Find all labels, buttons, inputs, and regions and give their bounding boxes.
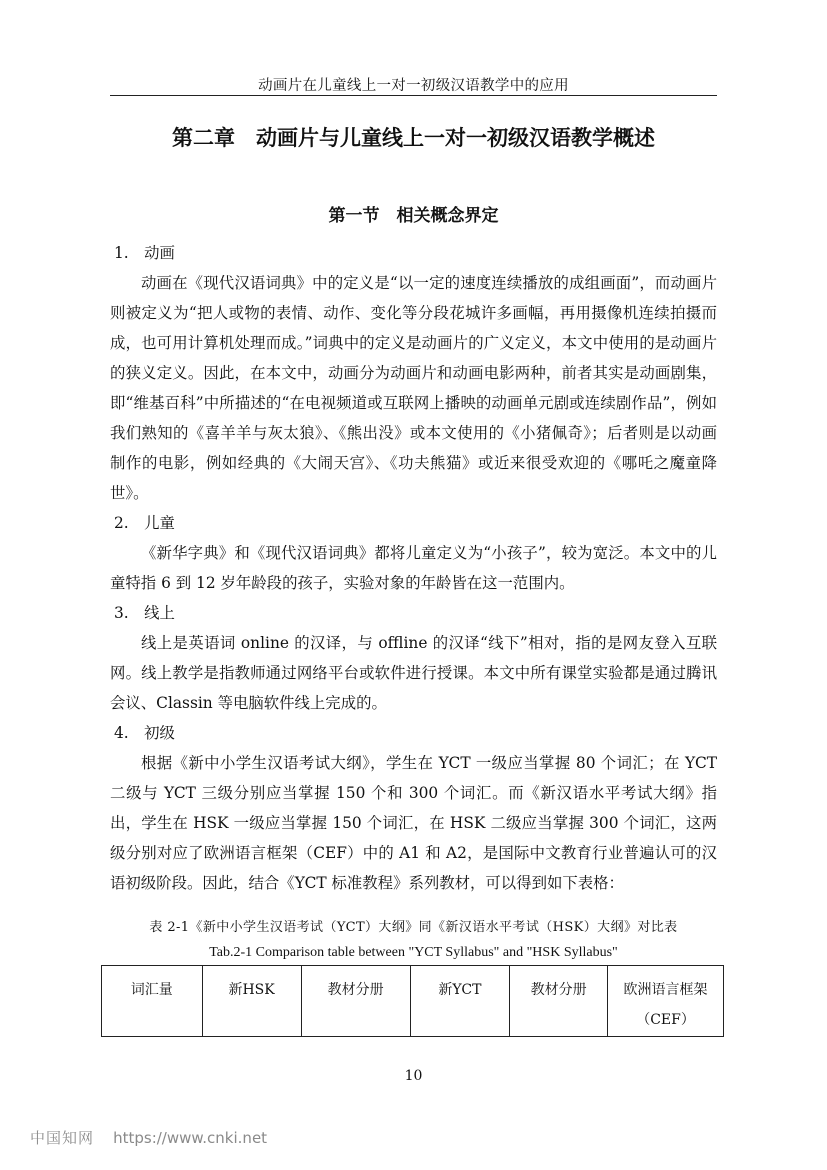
paragraph-children: 《新华字典》和《现代汉语词典》都将儿童定义为“小孩子”，较为宽泛。本文中的儿童特指 6 到 12 岁年龄段的孩子，实验对象的年龄皆在这一范围内。	[110, 544, 717, 592]
running-header: 动画片在儿童线上一对一初级汉语教学中的应用	[258, 78, 569, 94]
table-header-cell: 新YCT	[410, 966, 510, 1037]
cnki-url: https://www.cnki.net	[113, 1129, 268, 1147]
header-rule	[110, 95, 717, 96]
subsection-heading-animation: 1. 动画	[114, 244, 175, 262]
table-header-row	[102, 966, 724, 1037]
subsection-heading-online: 3. 线上	[114, 604, 175, 622]
subsection-heading-elementary: 4. 初级	[114, 724, 175, 742]
table-caption-english: Tab.2-1 Comparison table between "YCT Syllabus" and "HSK Syllabus"	[209, 945, 618, 960]
cnki-logo-text: 中国知网	[30, 1129, 95, 1147]
table-header-cell: 新HSK	[202, 966, 301, 1037]
paragraph-animation: 动画在《现代汉语词典》中的定义是“以一定的速度连续播放的成组画面”，而动画片则被定义为“把人或物的表情、动作、变化等分段花城许多画幅，再用摄像机连续拍摄而成，也可用计算机处理而成。”词典中的定义是动画片的广义定义，本文中使用的是动画片的狭义定义。因此，在本文中，动画分为动画片和动画电影两种，前者其实是动画剧集，即“维基百科”中所描述的“在电视频道或互联网上播映的动画单元剧或连续剧作品”，例如我们熟知的《喜羊羊与灰太狼》、《熊出没》或本文使用的《小猪佩奇》；后者则是以动画制作的电影，例如经典的《大闹天宫》、《功夫熊猫》或近来很受欢迎的《哪吒之魔童降世》。	[110, 274, 717, 502]
section-title: 第一节 相关概念界定	[328, 206, 499, 226]
cnki-watermark	[30, 1127, 267, 1148]
subsection-heading-children: 2. 儿童	[114, 514, 175, 532]
chapter-title: 第二章 动画片与儿童线上一对一初级汉语教学概述	[172, 126, 655, 150]
paragraph-elementary: 根据《新中小学生汉语考试大纲》，学生在 YCT 一级应当掌握 80 个词汇；在 YCT 二级与 YCT 三级分别应当掌握 150 个和 300 个词汇。而《新汉语水平考试大纲》指出，学生在 HSK 一级应当掌握 150 个词汇，在 HSK 二级应当掌握 300 个词汇，这两级分别对应了欧洲语言框架（CEF）中的 A1 和 A2，是国际中文教育行业普遍认可的汉语初级阶段。因此，结合《YCT 标准教程》系列教材，可以得到如下表格：	[110, 754, 717, 892]
table-header-cell: 词汇量	[102, 966, 203, 1037]
page-number: 10	[404, 1068, 423, 1084]
body-text	[110, 238, 717, 898]
table-header-cell: 教材分册	[301, 966, 410, 1037]
table-caption-chinese: 表 2-1《新中小学生汉语考试（YCT）大纲》同《新汉语水平考试（HSK）大纲》对比表	[149, 920, 678, 935]
table-header-cell: 欧洲语言框架（CEF）	[608, 966, 724, 1037]
paragraph-online: 线上是英语词 online 的汉译，与 offline 的汉译“线下”相对，指的是网友登入互联网。线上教学是指教师通过网络平台或软件进行授课。本文中所有课堂实验都是通过腾讯会议、Classin 等电脑软件线上完成的。	[110, 634, 717, 712]
comparison-table	[101, 965, 724, 1037]
table-header-cell: 教材分册	[510, 966, 608, 1037]
